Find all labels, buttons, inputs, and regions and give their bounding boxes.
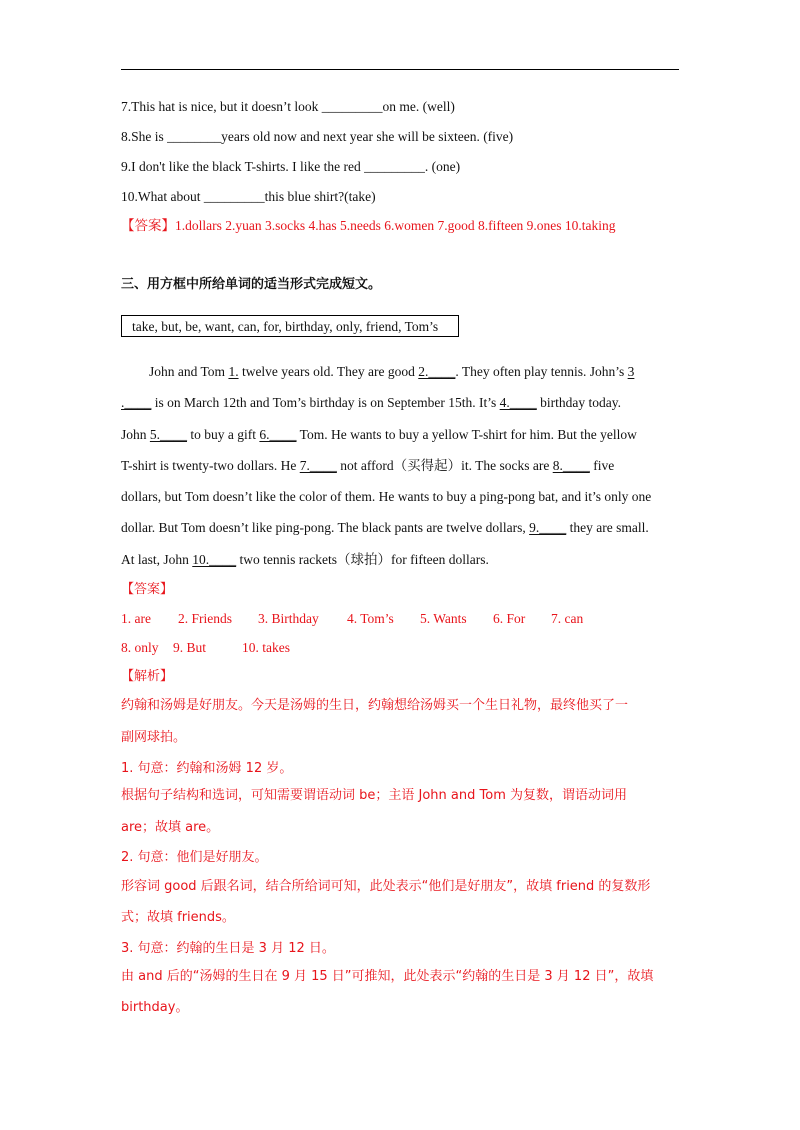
answer-label: 【答案】	[121, 582, 174, 597]
answer-10: 10. takes	[242, 640, 290, 655]
q10-text-end: this blue shirt?(take)	[264, 189, 376, 204]
q7-text: 7.This hat is nice, but it doesn’t look	[121, 99, 322, 114]
passage-text: John and Tom	[149, 364, 229, 379]
q10-blank: _________	[203, 189, 265, 204]
passage-line-2	[121, 394, 681, 412]
question-10	[121, 188, 376, 206]
passage-line-6	[121, 519, 681, 537]
passage-text: to buy a gift	[187, 427, 260, 442]
answer-line-section2: 【答案】1.dollars 2.yuan 3.socks 4.has 5.needs 6.women 7.good 8.fifteen 9.ones 10.taking	[121, 218, 616, 233]
blank-8: 8.____	[552, 458, 590, 473]
blank-7: 7.____	[299, 458, 337, 473]
blank-4: 4.____	[499, 395, 537, 410]
passage-text: two tennis rackets（球拍）for fifteen dollars.	[236, 552, 489, 567]
passage-text: John	[121, 427, 150, 442]
analysis-line: 2. 句意：他们是好朋友。	[121, 850, 268, 865]
passage-line-3	[121, 426, 681, 444]
blank-6: 6.____	[259, 427, 297, 442]
answer-3: 3. Birthday	[258, 611, 319, 626]
analysis-line: birthday。	[121, 1000, 189, 1015]
question-7	[121, 98, 455, 116]
answer-2: 2. Friends	[178, 611, 232, 626]
question-9	[121, 158, 460, 176]
q8-blank: ________	[167, 129, 222, 144]
passage-text: T-shirt is twenty-two dollars. He	[121, 458, 300, 473]
passage-line-4	[121, 457, 681, 475]
analysis-line: 副网球拍。	[121, 730, 187, 745]
passage-text: not afford（买得起）it. The socks are	[336, 458, 553, 473]
analysis-line: 由 and 后的“汤姆的生日在 9 月 15 日”可推知，此处表示“约翰的生日是 3 月 12 日”，故填	[121, 969, 654, 984]
section-3-title: 三、用方框中所给单词的适当形式完成短文。	[121, 277, 382, 292]
blank-9: 9.____	[529, 520, 567, 535]
question-8	[121, 128, 513, 146]
answer-5: 5. Wants	[420, 611, 467, 626]
q10-text: 10.What about	[121, 189, 204, 204]
answer-4: 4. Tom’s	[347, 611, 394, 626]
q7-text-end: on me. (well)	[382, 99, 455, 114]
q7-blank: _________	[321, 99, 383, 114]
passage-line-7	[121, 551, 681, 569]
q8-text: 8.She is	[121, 129, 168, 144]
blank-3: 3	[627, 364, 635, 379]
analysis-line: 1. 句意：约翰和汤姆 12 岁。	[121, 761, 293, 776]
passage-text: dollar. But Tom doesn’t like ping-pong. The black pants are twelve dollars,	[121, 520, 530, 535]
passage-text: five	[589, 458, 615, 473]
passage-line-5: dollars, but Tom doesn’t like the color of them. He wants to buy a ping-pong bat, and it’s only one	[121, 489, 652, 504]
passage-text: Tom. He wants to buy a yellow T-shirt for him. But the yellow	[296, 427, 637, 442]
analysis-line: 3. 句意：约翰的生日是 3 月 12 日。	[121, 941, 335, 956]
blank-10: 10.____	[192, 552, 237, 567]
header-rule	[121, 69, 679, 70]
answer-1: 1. are	[121, 611, 151, 626]
blank-5: 5.____	[149, 427, 188, 442]
answer-6: 6. For	[493, 611, 526, 626]
q9-text-end: . (one)	[424, 159, 461, 174]
answers-row-1	[121, 610, 583, 628]
word-box: take, but, be, want, can, for, birthday, only, friend, Tom’s	[121, 315, 459, 337]
answer-7: 7. can	[551, 611, 584, 626]
q9-blank: _________	[364, 159, 425, 174]
q8-text-end: years old now and next year she will be sixteen. (five)	[221, 129, 514, 144]
blank-3-cont: .____	[121, 395, 152, 410]
answer-9: 9. But	[173, 640, 207, 655]
passage-text: . They often play tennis. John’s	[455, 364, 628, 379]
q9-text: 9.I don't like the black T-shirts. I like the red	[121, 159, 365, 174]
analysis-label: 【解析】	[121, 669, 174, 684]
answers-row-2	[121, 639, 290, 657]
analysis-line: are；故填 are。	[121, 820, 220, 835]
analysis-line: 式；故填 friends。	[121, 910, 235, 925]
passage-line-1	[121, 363, 709, 381]
blank-1: 1.	[228, 364, 239, 379]
passage-text: they are small.	[566, 520, 649, 535]
passage-text: twelve years old. They are good	[238, 364, 419, 379]
passage-text: At last, John	[121, 552, 193, 567]
analysis-line: 根据句子结构和选词，可知需要谓语动词 be；主语 John and Tom 为复数，谓语动词用	[121, 788, 627, 803]
passage-text: birthday today.	[536, 395, 622, 410]
analysis-line: 约翰和汤姆是好朋友。今天是汤姆的生日，约翰想给汤姆买一个生日礼物，最终他买了一	[121, 698, 629, 713]
answer-8: 8. only	[121, 640, 159, 655]
blank-2: 2.____	[418, 364, 456, 379]
analysis-line: 形容词 good 后跟名词，结合所给词可知，此处表示“他们是好朋友”，故填 friend 的复数形	[121, 879, 651, 894]
passage-text: is on March 12th and Tom’s birthday is on September 15th. It’s	[151, 395, 500, 410]
